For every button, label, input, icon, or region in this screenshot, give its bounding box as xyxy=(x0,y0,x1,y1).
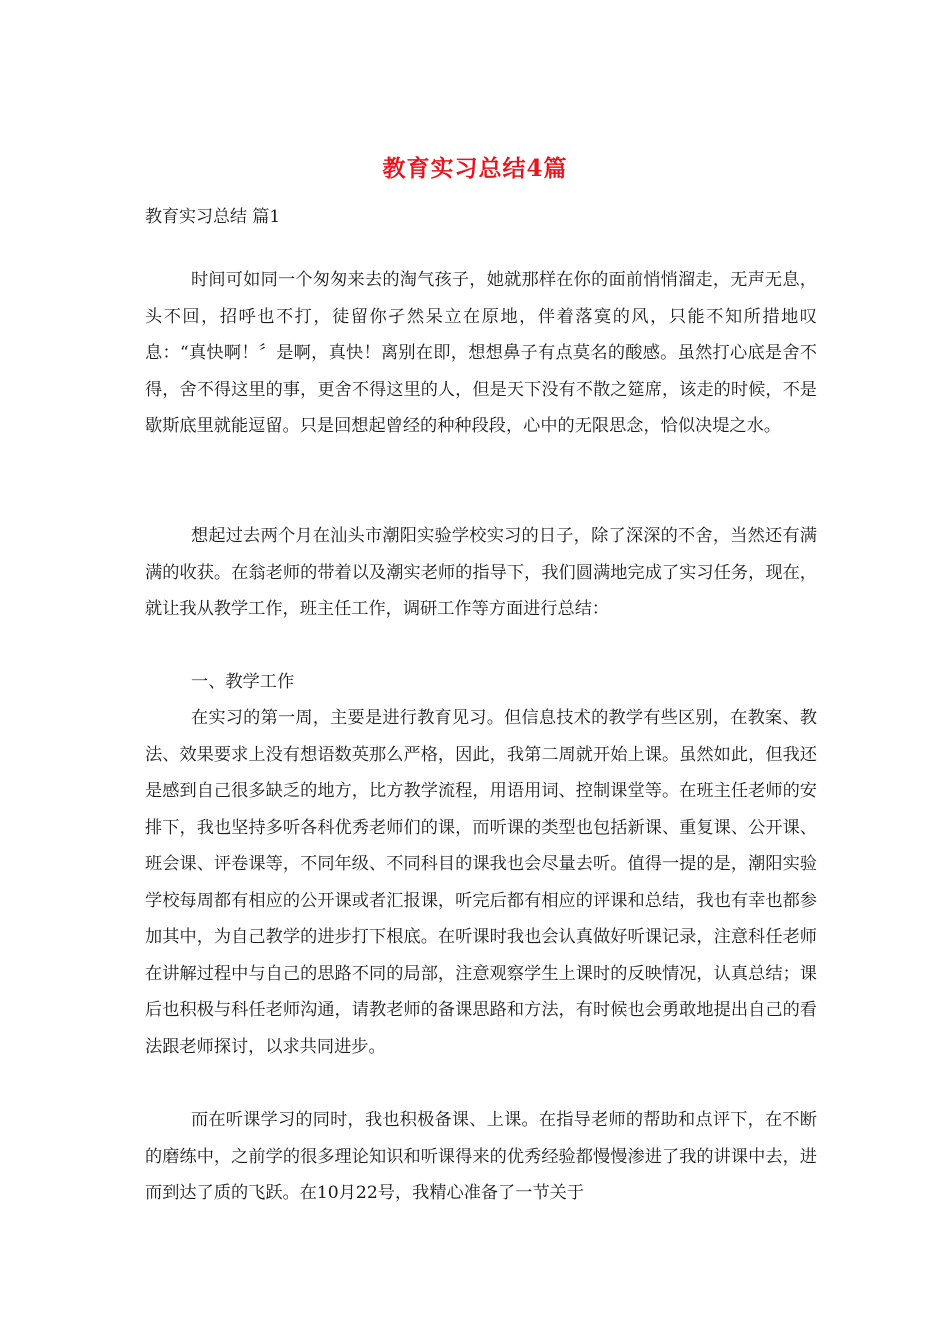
paragraph-2: 想起过去两个月在汕头市潮阳实验学校实习的日子，除了深深的不舍，当然还有满满的收获。在翁老师的带着以及潮实老师的指导下，我们圆满地完成了实习任务，现在，就让我从教学工作，班主任工作，调研工作等方面进行总结： xyxy=(145,526,817,619)
subheading-teaching: 一、教学工作 xyxy=(191,672,295,692)
paragraph-3: 在实习的第一周，主要是进行教育见习。但信息技术的教学有些区别，在教案、教法、效果要求上没有想语数英那么严格，因此，我第二周就开始上课。虽然如此，但我还是感到自己很多缺乏的地方，比方教学流程，用语用词、控制课堂等。在班主任老师的安排下，我也坚持多听各科优秀老师们的课，而听课的类型也包括新课、重复课、公开课、班会课、评卷课等，不同年级、不同科目的课我也会尽量去听。值得一提的是，潮阳实验学校每周都有相应的公开课或者汇报课，听完后都有相应的评课和总结，我也有幸也都参加其中，为自己教学的进步打下根底。在听课时我也会认真做好听课记录，注意科任老师在讲解过程中与自己的思路不同的局部，注意观察学生上课时的反映情况，认真总结；课后也积极与科任老师沟通，请教老师的备课思路和方法，有时候也会勇敢地提出自己的看法跟老师探讨，以求共同进步。 xyxy=(145,708,817,1057)
document-title: 教育实习总结4篇 xyxy=(382,155,568,182)
paragraph-1: 时间可如同一个匆匆来去的淘气孩子，她就那样在你的面前悄悄溜走，无声无息，头不回，招呼也不打，徒留你孑然呆立在原地，伴着落寞的风，只能不知所措地叹息：“真快啊！〞是啊，真快！离别在即，想想鼻子有点莫名的酸感。虽然打心底是舍不得，舍不得这里的事，更舍不得这里的人，但是天下没有不散之筵席，该走的时候，不是歇斯底里就能逗留。只是回想起曾经的种种段段，心中的无限思念，恰似决堤之水。 xyxy=(145,270,817,436)
section-heading: 教育实习总结 篇1 xyxy=(145,207,281,227)
paragraph-4: 而在听课学习的同时，我也积极备课、上课。在指导老师的帮助和点评下，在不断的磨练中，之前学的很多理论知识和听课得来的优秀经验都慢慢渗进了我的讲课中去，进而到达了质的飞跃。在10月22号，我精心准备了一节关于 xyxy=(145,1110,817,1203)
